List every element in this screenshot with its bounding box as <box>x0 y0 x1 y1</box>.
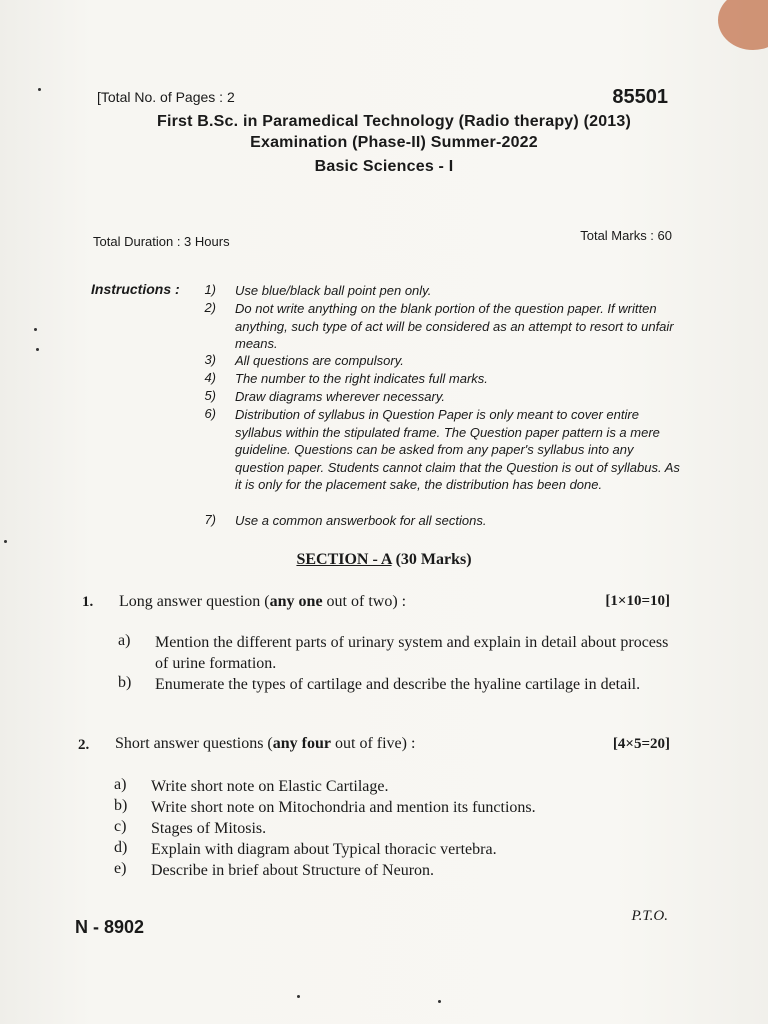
total-marks: Total Marks : 60 <box>580 228 672 243</box>
part-text: Describe in brief about Structure of Neuron. <box>151 862 435 879</box>
question-text <box>115 735 415 753</box>
question-part <box>118 632 678 676</box>
part-letter: d) <box>114 839 128 856</box>
stray-mark <box>4 540 7 543</box>
stray-mark <box>38 88 41 91</box>
question-part <box>114 797 674 819</box>
question-text <box>119 593 406 611</box>
part-text: Enumerate the types of cartilage and describe the hyaline cartilage in detail. <box>155 676 641 693</box>
instruction-number: 5) <box>204 388 216 403</box>
part-text: Write short note on Mitochondria and mention its functions. <box>151 799 536 816</box>
question-marks: [4×5=20] <box>612 736 670 752</box>
instruction-text: The number to the right indicates full marks. <box>235 371 488 386</box>
instruction-number: 1) <box>204 282 216 297</box>
question-part <box>114 818 674 840</box>
instruction-text: Use a common answerbook for all sections. <box>235 513 487 528</box>
question-part <box>114 776 674 798</box>
total-duration: Total Duration : 3 Hours <box>93 234 230 249</box>
part-letter: c) <box>114 818 127 835</box>
question-text-pre: Long answer question ( <box>119 593 270 610</box>
part-letter: b) <box>114 797 128 814</box>
question-number: 1. <box>82 594 94 610</box>
instructions-label: Instructions : <box>91 281 180 297</box>
question-text-emphasis: any one <box>269 593 323 610</box>
question-part <box>118 674 678 718</box>
instruction-text: Draw diagrams wherever necessary. <box>235 389 445 404</box>
title-line-2: Examination (Phase-II) Summer-2022 <box>250 134 538 151</box>
question-part <box>114 839 674 861</box>
title-line-3: Basic Sciences - I <box>314 158 454 175</box>
thumb-shadow <box>718 0 768 50</box>
part-letter: a) <box>114 776 127 793</box>
instruction-text: Distribution of syllabus in Question Paper is only meant to cover entire syllabus within the stipulated frame. The Question paper pattern is a mere guideline. Questions can be asked from any paper's syllabus into any question paper. Students cannot claim that the Question is out of syllabus. As it is only for the placement sake, the distribution has been done. <box>235 407 680 492</box>
pto-label: P.T.O. <box>631 908 668 924</box>
question-text-emphasis: any four <box>272 735 331 752</box>
instruction-text: All questions are compulsory. <box>235 353 404 368</box>
stray-mark <box>36 348 39 351</box>
part-text: Explain with diagram about Typical thoracic vertebra. <box>151 841 497 858</box>
part-letter: e) <box>114 860 127 877</box>
part-letter: a) <box>118 632 131 649</box>
question-part <box>114 860 674 882</box>
stray-mark <box>438 1000 441 1003</box>
instruction-number: 7) <box>204 512 216 527</box>
section-name: SECTION - A <box>296 551 392 568</box>
stray-mark <box>297 995 300 998</box>
part-text: Write short note on Elastic Cartilage. <box>151 778 389 795</box>
question-text-post: out of two) : <box>322 593 407 610</box>
paper-code: 85501 <box>612 86 668 108</box>
instruction-text: Use blue/black ball point pen only. <box>235 283 432 298</box>
question-marks: [1×10=10] <box>605 593 670 609</box>
title-line-1: First B.Sc. in Paramedical Technology (Radio therapy) (2013) <box>156 113 632 130</box>
part-text: Mention the different parts of urinary system and explain in detail about process of urine formation. <box>155 634 669 672</box>
instruction-number: 4) <box>204 370 216 385</box>
question-number: 2. <box>78 737 90 753</box>
question-text-pre: Short answer questions ( <box>115 735 273 752</box>
section-marks: (30 Marks) <box>395 551 472 568</box>
total-pages: [Total No. of Pages : 2 <box>97 89 235 105</box>
instruction-text: Do not write anything on the blank portion of the question paper. If written anything, such type of act will be considered as an attempt to resort to unfair means. <box>235 301 674 351</box>
part-text: Stages of Mitosis. <box>151 820 267 837</box>
question-text-post: out of five) : <box>331 735 416 752</box>
part-letter: b) <box>118 674 132 691</box>
paper-serial-code: N - 8902 <box>75 917 145 937</box>
stray-mark <box>34 328 37 331</box>
instruction-number: 3) <box>204 352 216 367</box>
instruction-number: 2) <box>204 300 216 315</box>
instruction-number: 6) <box>204 406 216 421</box>
section-title <box>0 551 768 569</box>
